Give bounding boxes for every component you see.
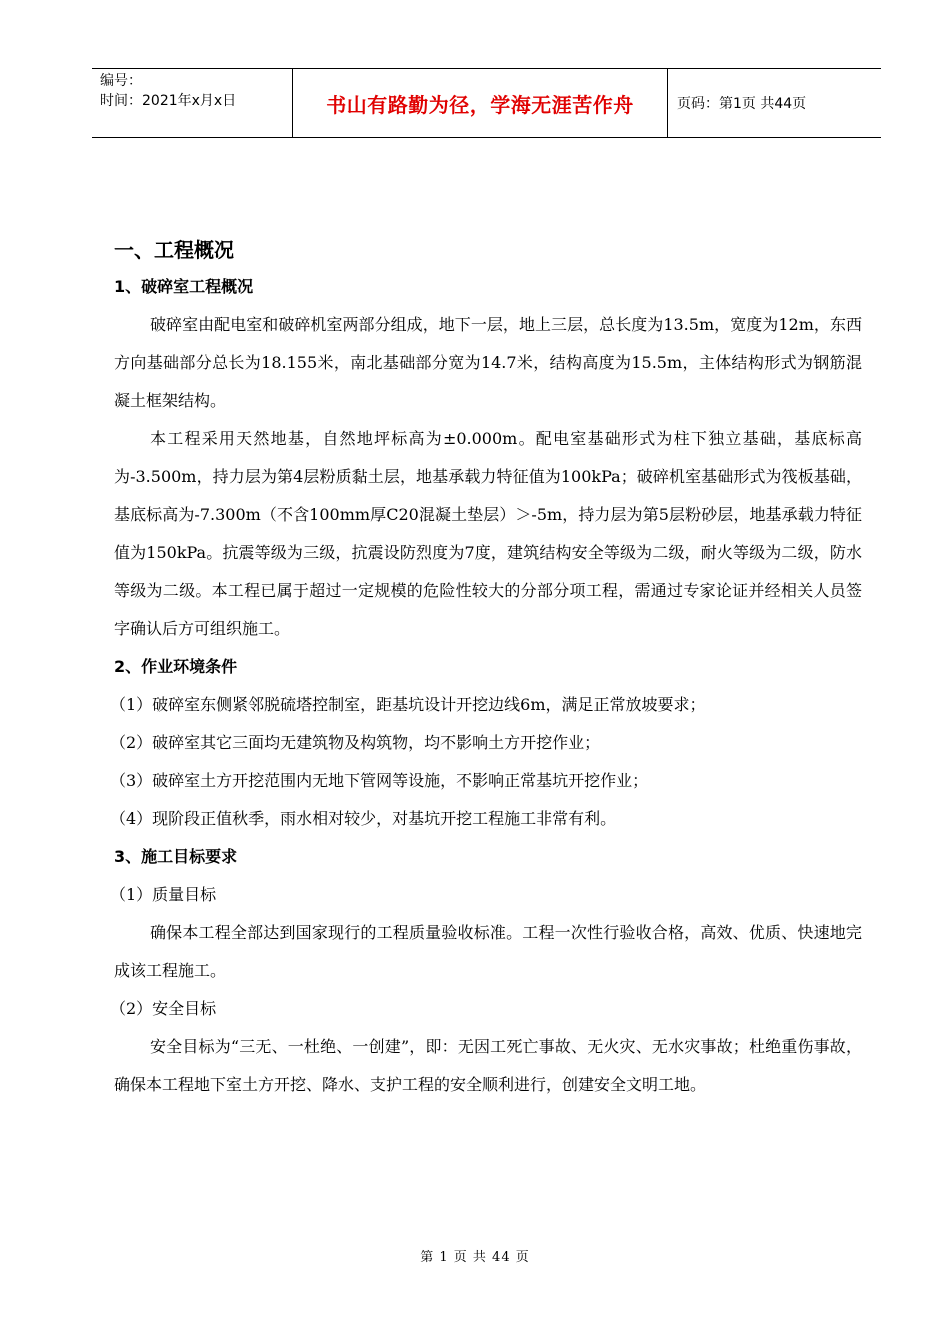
safety-goal-text: 安全目标为“三无、一杜绝、一创建”，即：无因工死亡事故、无火灾、无水灾事故；杜绝重伤事故，确保本工程地下室土方开挖、降水、支护工程的安全顺利进行，创建安全文明工地。 xyxy=(114,1037,862,1094)
safety-goal-title: （2）安全目标 xyxy=(110,999,217,1018)
s2-item: （3）破碎室土方开挖范围内无地下管网等设施，不影响正常基坑开挖作业； xyxy=(110,771,649,790)
subsection-1-title: 1、破碎室工程概况 xyxy=(114,277,254,296)
subsection-2-title: 2、作业环境条件 xyxy=(114,657,238,676)
s1-paragraph-2: 本工程采用天然地基，自然地坪标高为±0.000m。配电室基础形式为柱下独立基础，基底标高为-3.500m，持力层为第4层粉质黏土层，地基承载力特征值为100kPa；破碎机室基础形式为筏板基础，基底标高为-7.300m（不含100mm厚C20混凝土垫层）＞-5m，持力层为第5层粉砂层，地基承载力特征值为150kPa。抗震等级为三级，抗震设防烈度为7度，建筑结构安全等级为二级，耐火等级为二级，防水等级为二级。本工程已属于超过一定规模的危险性较大的分部分项工程，需通过专家论证并经相关人员签字确认后方可组织施工。 xyxy=(114,429,862,638)
header-table xyxy=(92,68,881,138)
quality-goal-title: （1）质量目标 xyxy=(110,885,217,904)
document-body xyxy=(110,232,862,1104)
s2-item: （1）破碎室东侧紧邻脱硫塔控制室，距基坑设计开挖边线6m，满足正常放坡要求； xyxy=(110,695,706,714)
page-footer: 第 1 页 共 44 页 xyxy=(420,1250,530,1265)
header-meta-cell xyxy=(92,69,292,137)
quality-goal-text: 确保本工程全部达到国家现行的工程质量验收标准。工程一次性行验收合格，高效、优质、快速地完成该工程施工。 xyxy=(114,923,862,980)
motto-text: 书山有路勤为径，学海无涯苦作舟 xyxy=(326,92,634,117)
s2-item: （2）破碎室其它三面均无建筑物及构筑物，均不影响土方开挖作业； xyxy=(110,733,601,752)
header-motto-cell xyxy=(292,69,668,137)
section-title: 一、工程概况 xyxy=(114,238,234,262)
header-page-cell xyxy=(667,69,881,137)
number-label: 编号： xyxy=(100,73,142,89)
s2-item: （4）现阶段正值秋季，雨水相对较少，对基坑开挖工程施工非常有利。 xyxy=(110,809,617,828)
s1-paragraph-1: 破碎室由配电室和破碎机室两部分组成，地下一层，地上三层，总长度为13.5m，宽度为12m，东西方向基础部分总长为18.155米，南北基础部分宽为14.7米，结构高度为15.5m，主体结构形式为钢筋混凝土框架结构。 xyxy=(114,315,862,410)
page-info: 页码：第1页 共44页 xyxy=(677,96,807,112)
time-label: 时间：2021年x月x日 xyxy=(100,93,237,109)
subsection-3-title: 3、施工目标要求 xyxy=(114,847,238,866)
